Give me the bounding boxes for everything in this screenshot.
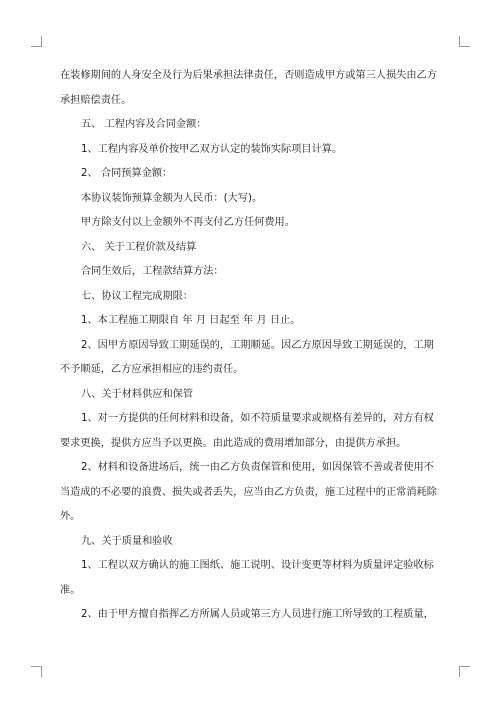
paragraph-line: 外。 (60, 511, 81, 522)
section-heading: 五、 工程内容及合同金额： (81, 119, 207, 130)
paragraph-line: 甲方除支付以上金额外不再支付乙方任何费用。 (81, 217, 295, 228)
paragraph-line: 2、由于甲方擅自指挥乙方所属人员或第三方人员进行施工所导致的工程质量， (81, 609, 434, 620)
paragraph-line: 合同生效后，工程款结算方法： (81, 266, 224, 277)
crop-mark-top-right (459, 36, 470, 47)
paragraph-line: 本协议装饰预算金额为人民币：(大写)。 (81, 192, 263, 204)
section-heading: 七、协议工程完成期限： (81, 290, 194, 302)
paragraph-line: 承担赔偿责任。 (60, 94, 132, 106)
paragraph-line: 不予顺延，乙方应承担相应的违约责任。 (60, 364, 244, 375)
crop-mark-bottom-right (459, 666, 470, 677)
document-body (60, 64, 445, 628)
paragraph-line: 2、因甲方原因导致工期延误的，工期顺延。因乙方原因导致工期延误的，工期 (81, 339, 434, 351)
crop-mark-bottom-left (31, 666, 42, 677)
section-heading: 六、 关于工程价款及结算 (81, 241, 197, 253)
paragraph-line: 要求更换，提供方应当予以更换。由此造成的费用增加部分，由提供方承担。 (60, 437, 407, 449)
paragraph-line: 2、 合同预算金额： (81, 168, 173, 179)
paragraph-line: 2、材料和设备进场后，统一由乙方负责保管和使用，如因保管不善或者使用不 (81, 462, 434, 473)
section-heading: 九、关于质量和验收 (81, 535, 173, 547)
paragraph-line: 1、对一方提供的任何材料和设备，如不符质量要求或规格有差异的，对方有权 (81, 413, 434, 424)
paragraph-line: 1、工程内容及单价按甲乙双方认定的装饰实际项目计算。 (81, 143, 343, 155)
section-heading: 八、关于材料供应和保管 (81, 388, 194, 400)
paragraph-line: 1、工程以双方确认的施工图纸、施工说明、设计变更等材料为质量评定验收标 (81, 560, 434, 571)
paragraph-line: 准。 (60, 584, 81, 596)
paragraph-line: 当造成的不必要的浪费、损失或者丢失，应当由乙方负责，施工过程中的正常消耗除 (60, 486, 437, 498)
paragraph-line: 在装修期间的人身安全及行为后果承担法律责任，否则造成甲方或第三人损失由乙方 (60, 70, 437, 81)
crop-mark-top-left (31, 36, 42, 47)
paragraph-line: 1、本工程施工期限自 年 月 日起至 年 月 日止。 (81, 315, 301, 326)
